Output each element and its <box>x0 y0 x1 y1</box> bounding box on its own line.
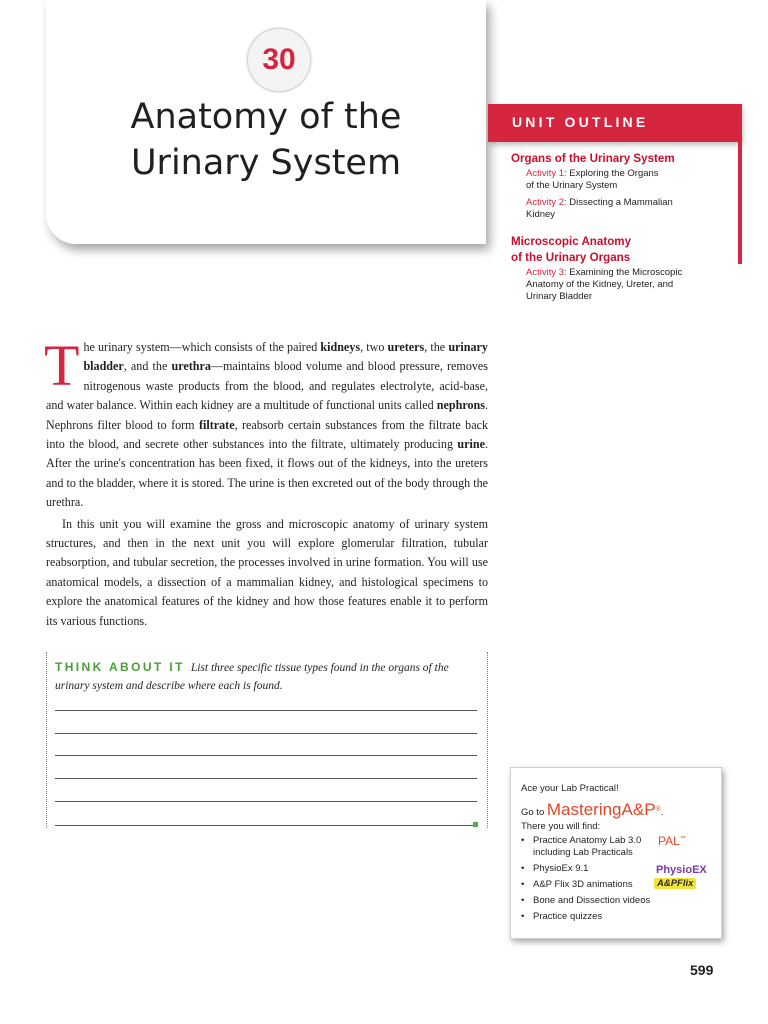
activity-text: Dissecting a Mammalian <box>569 197 673 208</box>
activity-text: Urinary Bladder <box>526 291 592 302</box>
text-run: , the <box>424 340 449 354</box>
answer-line[interactable] <box>55 710 477 711</box>
list-item-text: PhysioEx 9.1 <box>533 863 589 874</box>
activity-text: Anatomy of the Kidney, Ureter, and <box>526 279 674 290</box>
outline-section-organs <box>511 151 736 221</box>
pal-logo-text: PAL <box>658 834 680 848</box>
outline-section-title-line1: Microscopic Anatomy <box>511 235 632 248</box>
registered-mark: ® <box>655 805 661 813</box>
think-prompt-text: List three specific tissue types found in the organs of the urinary system and describe where each is found. <box>55 662 449 692</box>
chapter-title-line2: Urinary System <box>130 143 402 183</box>
list-item-text: A&P Flix 3D animations <box>533 879 633 890</box>
key-term: filtrate <box>198 417 235 432</box>
answer-line[interactable] <box>55 801 477 802</box>
key-term: urethra <box>171 359 211 374</box>
mastering-brand-link[interactable]: MasteringA&P <box>546 800 656 819</box>
answer-line[interactable] <box>55 755 477 756</box>
text-run: , reabsorb certain substances from the filtrate back into the blood, and secrete other substances into the filtrate, ultimately producing <box>46 417 488 452</box>
chapter-title <box>46 94 486 186</box>
promo-go-to <box>521 800 663 820</box>
pal-logo: PAL™ <box>658 834 686 848</box>
activity-label: Activity 1: <box>526 168 567 179</box>
text-run: . After the urine's concentration has been fixed, it flows out of the kidneys, into the ureters and to the bladder, where it is stored. The urine is then excreted out of the body through the urethra. <box>46 437 488 510</box>
activity-text: Examining the Microscopic <box>569 267 683 278</box>
activity-text: Kidney <box>526 209 556 220</box>
chapter-title-line1: Anatomy of the <box>130 97 402 137</box>
drop-cap: T <box>44 333 80 398</box>
answer-line[interactable] <box>55 778 477 779</box>
outline-section-microscopic <box>511 234 736 303</box>
unit-outline-heading: UNIT OUTLINE <box>512 114 649 130</box>
activity-text: of the Urinary System <box>526 180 618 191</box>
list-item-text: Practice quizzes <box>533 911 603 922</box>
think-about-it-prompt <box>55 658 477 695</box>
list-item <box>521 911 711 923</box>
think-about-it-box <box>46 652 488 828</box>
physioex-logo: PhysioEX <box>656 864 707 876</box>
body-text <box>44 333 488 631</box>
chapter-number-badge <box>247 28 311 92</box>
key-term: ureters <box>387 340 425 354</box>
mastering-promo-box <box>510 767 722 939</box>
unit-outline-side-bar <box>738 104 742 264</box>
list-item-text: including Lab Practicals <box>533 847 633 858</box>
outline-activity-2[interactable] <box>526 197 736 221</box>
promo-subhead: There you will find: <box>521 821 601 832</box>
key-term: urinary bladder <box>83 340 488 374</box>
chapter-number: 30 <box>262 43 296 76</box>
outline-activity-1[interactable] <box>526 168 736 192</box>
answer-line[interactable] <box>55 733 477 734</box>
activity-label: Activity 2: <box>526 197 567 208</box>
second-paragraph: In this unit you will examine the gross and microscopic anatomy of urinary system structures, and then in the next unit you will explore glomerular filtration, tubular reabsorption, and tubular secretion, the processes involved in urine formation. You will use anatomical models, a dissection of a mammalian kidney, and histological specimens to explore the anatomical features of the kidney and how those features enable it to perform its various functions. <box>46 516 488 628</box>
promo-headline: Ace your Lab Practical! <box>521 783 619 794</box>
period: . <box>660 807 664 818</box>
key-term: urine <box>457 437 485 452</box>
outline-section-title: Organs of the Urinary System <box>511 152 675 165</box>
outline-section-title <box>511 234 736 266</box>
text-run: —maintains blood volume and blood pressure, removes nitrogenous waste products from the blood, and regulates electrolyte, acid-base, and water balance. Within each kidney are a multitude of functional units called <box>46 359 488 413</box>
text-run: , two <box>360 340 388 354</box>
list-item <box>521 895 711 907</box>
list-item-text: Practice Anatomy Lab 3.0 <box>533 835 642 846</box>
text-run: , and the <box>123 359 172 374</box>
answer-line[interactable] <box>55 825 477 826</box>
outline-section-title-line2: of the Urinary Organs <box>511 251 631 264</box>
text-run: . Nephrons filter blood to form <box>46 398 488 432</box>
end-mark-icon <box>473 822 478 827</box>
key-term: kidneys <box>320 340 361 354</box>
text-run: he urinary system—which consists of the paired <box>83 340 321 354</box>
apflix-logo: A&PFlix <box>654 878 696 889</box>
activity-label: Activity 3: <box>526 267 567 278</box>
intro-paragraph <box>44 333 488 513</box>
page-number: 599 <box>690 962 714 978</box>
outline-activity-3[interactable] <box>526 267 736 303</box>
activity-text: Exploring the Organs <box>569 168 659 179</box>
think-about-it-label: THINK ABOUT IT <box>55 660 185 674</box>
key-term: nephrons <box>436 398 485 413</box>
list-item-text: Bone and Dissection videos <box>533 895 651 906</box>
go-to-text: Go to <box>521 807 547 818</box>
